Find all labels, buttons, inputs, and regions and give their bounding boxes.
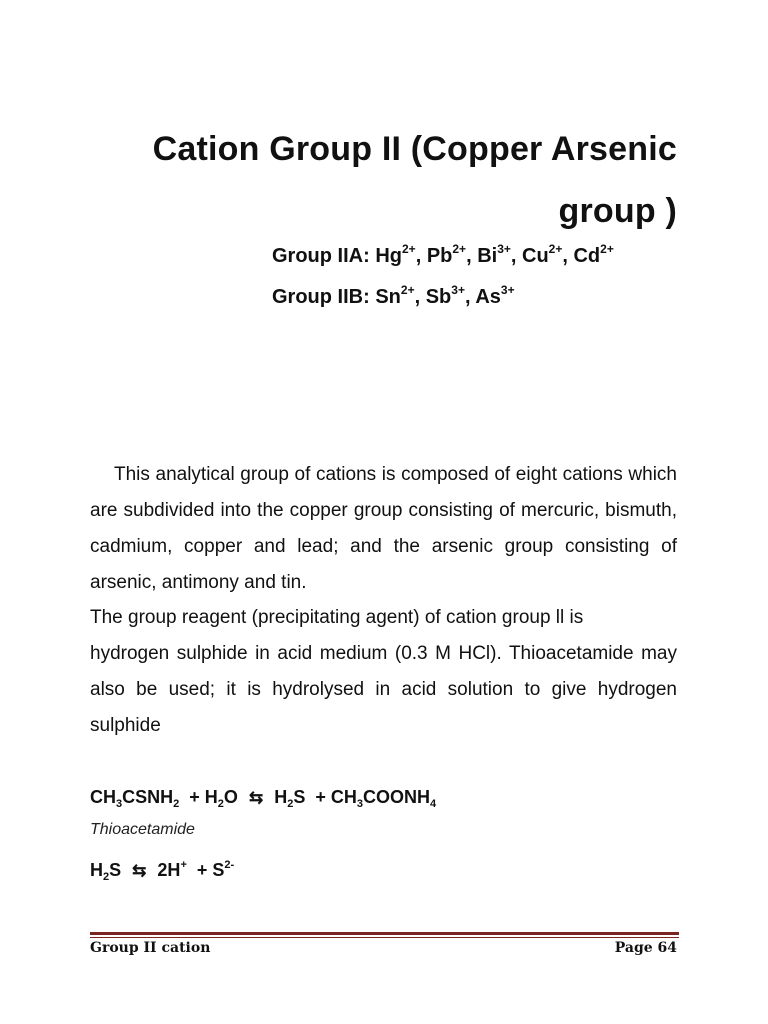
ion: $Cd^{2+}$ bbox=[573, 242, 614, 267]
product-ammonium-acetate: + $CH_3COONH_4$ bbox=[315, 787, 437, 810]
equation-caption: Thioacetamide bbox=[90, 821, 195, 838]
reagent-paragraph-first-line: The group reagent (precipitating agent) of cation group ll is bbox=[90, 607, 584, 628]
h2s-dissociation-equation bbox=[90, 858, 234, 883]
ion: $Sn^{2+}$ bbox=[375, 283, 415, 308]
product-sulphide-ion: + $S^{2-}$ bbox=[196, 859, 235, 880]
group-iib-line: Group IIB: $Sn^{2+}$, $Sb^{3+}$, $As^{3+}$ bbox=[272, 283, 515, 308]
ion: $Cu^{2+}$ bbox=[522, 242, 563, 267]
ion: $Pb^{2+}$ bbox=[426, 242, 467, 267]
footer-divider-thin bbox=[90, 937, 679, 938]
product-hydrogen-sulphide: $H_2S$ bbox=[274, 787, 306, 810]
reagent-paragraph-rest: hydrogen sulphide in acid medium (0.3 M HCl). Thioacetamide may also be used; it is hydrolysed in acid solution to give hydrogen sulphide bbox=[90, 643, 677, 736]
product-hydrogen-ions: 2H+ bbox=[157, 859, 187, 880]
intro-paragraph: This analytical group of cations is composed of eight cations which are subdivided into the copper group consisting of mercuric, bismuth, cadmium, copper and lead; and the arsenic group consisting of arsenic, antimony and tin. bbox=[90, 464, 677, 593]
ion: $Hg^{2+}$ bbox=[375, 242, 416, 267]
group-iia-line: Group IIA: $Hg^{2+}$, $Pb^{2+}$, $Bi^{3+}$, $Cu^{2+}$, $Cd^{2+}$ bbox=[272, 242, 614, 267]
group-iia-label: Group IIA: bbox=[272, 245, 370, 267]
reactant-hydrogen-sulphide: $H_2S$ bbox=[90, 860, 122, 883]
equilibrium-arrow-icon: ⇆ bbox=[248, 788, 264, 807]
reactant-water: + $H_2O$ bbox=[189, 787, 238, 810]
group-iib-label: Group IIB: bbox=[272, 286, 370, 308]
reactant-thioacetamide: $CH_3CSNH_2$ bbox=[90, 787, 180, 810]
page-number: Page 64 bbox=[614, 940, 677, 956]
equilibrium-arrow-icon: ⇆ bbox=[132, 861, 147, 880]
page-title: Cation Group II (Copper Arsenic group ) bbox=[152, 130, 677, 230]
thioacetamide-hydrolysis-equation bbox=[90, 785, 436, 810]
ion: $As^{3+}$ bbox=[475, 283, 515, 308]
ion: $Sb^{3+}$ bbox=[425, 283, 465, 308]
ion: $Bi^{3+}$ bbox=[477, 242, 511, 267]
footer-divider-thick bbox=[90, 932, 679, 935]
footer-section-title: Group II cation bbox=[90, 940, 211, 956]
reagent-paragraph bbox=[90, 600, 677, 744]
